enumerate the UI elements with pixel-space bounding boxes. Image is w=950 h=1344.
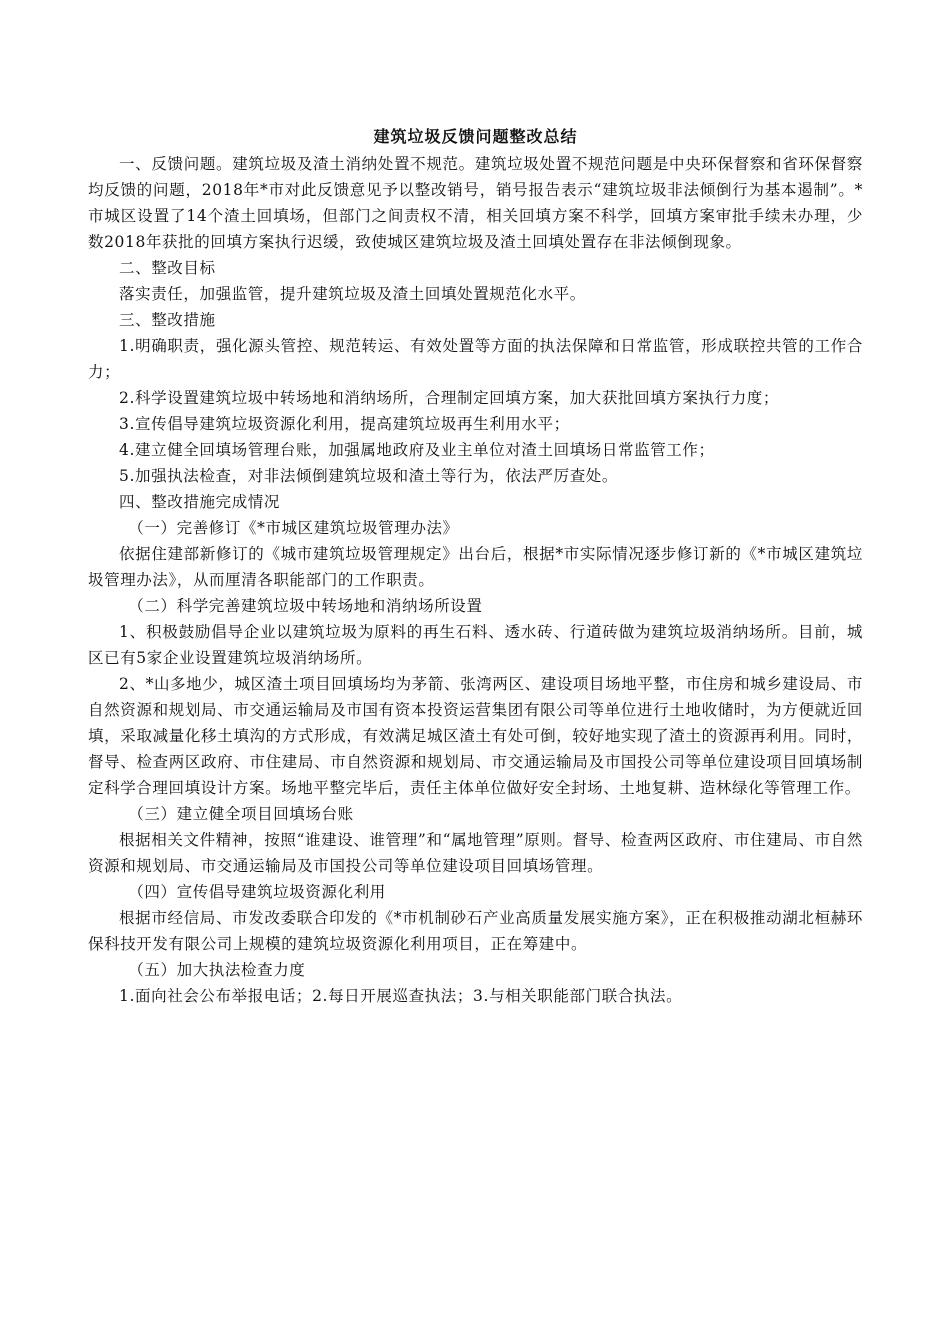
measure-item-4: 4.建立健全回填场管理台账，加强属地政府及业主单位对渣土回填场日常监管工作； — [119, 441, 715, 459]
measure-item-2: 2.科学设置建筑垃圾中转场地和消纳场所，合理制定回填方案，加大获批回填方案执行力度； — [119, 389, 779, 407]
measure-item-3: 3.宣传倡导建筑垃圾资源化利用，提高建筑垃圾再生利用水平； — [119, 415, 570, 433]
subsection-5-paragraph: 1.面向社会公布举报电话；2.每日开展巡查执法；3.与相关职能部门联合执法。 — [119, 987, 683, 1005]
subsection-1-paragraph: 依据住建部新修订的《城市建筑垃圾管理规定》出台后，根据*市实际情况逐步修订新的《*市城区建筑垃圾管理办法》，从而厘清各职能部门的工作职责。 — [88, 545, 863, 589]
section-3-heading: 三、整改措施 — [119, 311, 216, 329]
subsection-4-paragraph: 根据市经信局、市发改委联合印发的《*市机制砂石产业高质量发展实施方案》，正在积极推动湖北桓赫环保科技开发有限公司上规模的建筑垃圾资源化利用项目，正在筹建中。 — [88, 909, 863, 953]
subsection-3-heading: （三）建立健全项目回填场台账 — [128, 805, 354, 823]
subsection-2-heading: （二）科学完善建筑垃圾中转场地和消纳场所设置 — [128, 597, 483, 615]
subsection-3-paragraph: 根据相关文件精神，按照“谁建设、谁管理”和“属地管理”原则。督导、检查两区政府、市住建局、市自然资源和规划局、市交通运输局及市国投公司等单位建设项目回填场管理。 — [88, 831, 863, 875]
section-2-paragraph: 落实责任，加强监管，提升建筑垃圾及渣土回填处置规范化水平。 — [119, 285, 586, 303]
measure-item-1: 1.明确职责，强化源头管控、规范转运、有效处置等方面的执法保障和日常监管，形成联控共管的工作合力； — [88, 337, 863, 381]
measure-item-5: 5.加强执法检查，对非法倾倒建筑垃圾和渣土等行为，依法严厉查处。 — [119, 467, 618, 485]
document-page — [88, 124, 863, 1009]
section-2-heading: 二、整改目标 — [119, 259, 216, 277]
subsection-1-heading: （一）完善修订《*市城区建筑垃圾管理办法》 — [128, 519, 459, 537]
subsection-2-paragraph-2: 2、*山多地少，城区渣土项目回填场均为茅箭、张湾两区、建设项目场地平整，市住房和城乡建设局、市自然资源和规划局、市交通运输局及市国有资本投资运营集团有限公司等单位进行土地收储时，为方便就近回填，采取减量化移土填沟的方式形成，有效满足城区渣土有处可倒，较好地实现了渣土的资源再利用。同时，督导、检查两区政府、市住建局、市自然资源和规划局、市交通运输局及市国投公司等单位建设项目回填场制定科学合理回填设计方案。场地平整完毕后，责任主体单位做好安全封场、土地复耕、造林绿化等管理工作。 — [88, 675, 863, 797]
subsection-2-paragraph-1: 1、积极鼓励倡导企业以建筑垃圾为原料的再生石料、透水砖、行道砖做为建筑垃圾消纳场所。目前，城区已有5家企业设置建筑垃圾消纳场所。 — [88, 623, 863, 667]
subsection-5-heading: （五）加大执法检查力度 — [128, 961, 306, 979]
document-title: 建筑垃圾反馈问题整改总结 — [373, 127, 578, 146]
subsection-4-heading: （四）宣传倡导建筑垃圾资源化利用 — [128, 883, 386, 901]
section-1-paragraph: 一、反馈问题。建筑垃圾及渣土消纳处置不规范。建筑垃圾处置不规范问题是中央环保督察和省环保督察均反馈的问题，2018年*市对此反馈意见予以整改销号，销号报告表示“建筑垃圾非法倾倒行为基本遏制”。*市城区设置了14个渣土回填场，但部门之间责权不清，相关回填方案不科学，回填方案审批手续未办理，少数2018年获批的回填方案执行迟缓，致使城区建筑垃圾及渣土回填处置存在非法倾倒现象。 — [88, 155, 863, 251]
section-4-heading: 四、整改措施完成情况 — [119, 493, 281, 511]
